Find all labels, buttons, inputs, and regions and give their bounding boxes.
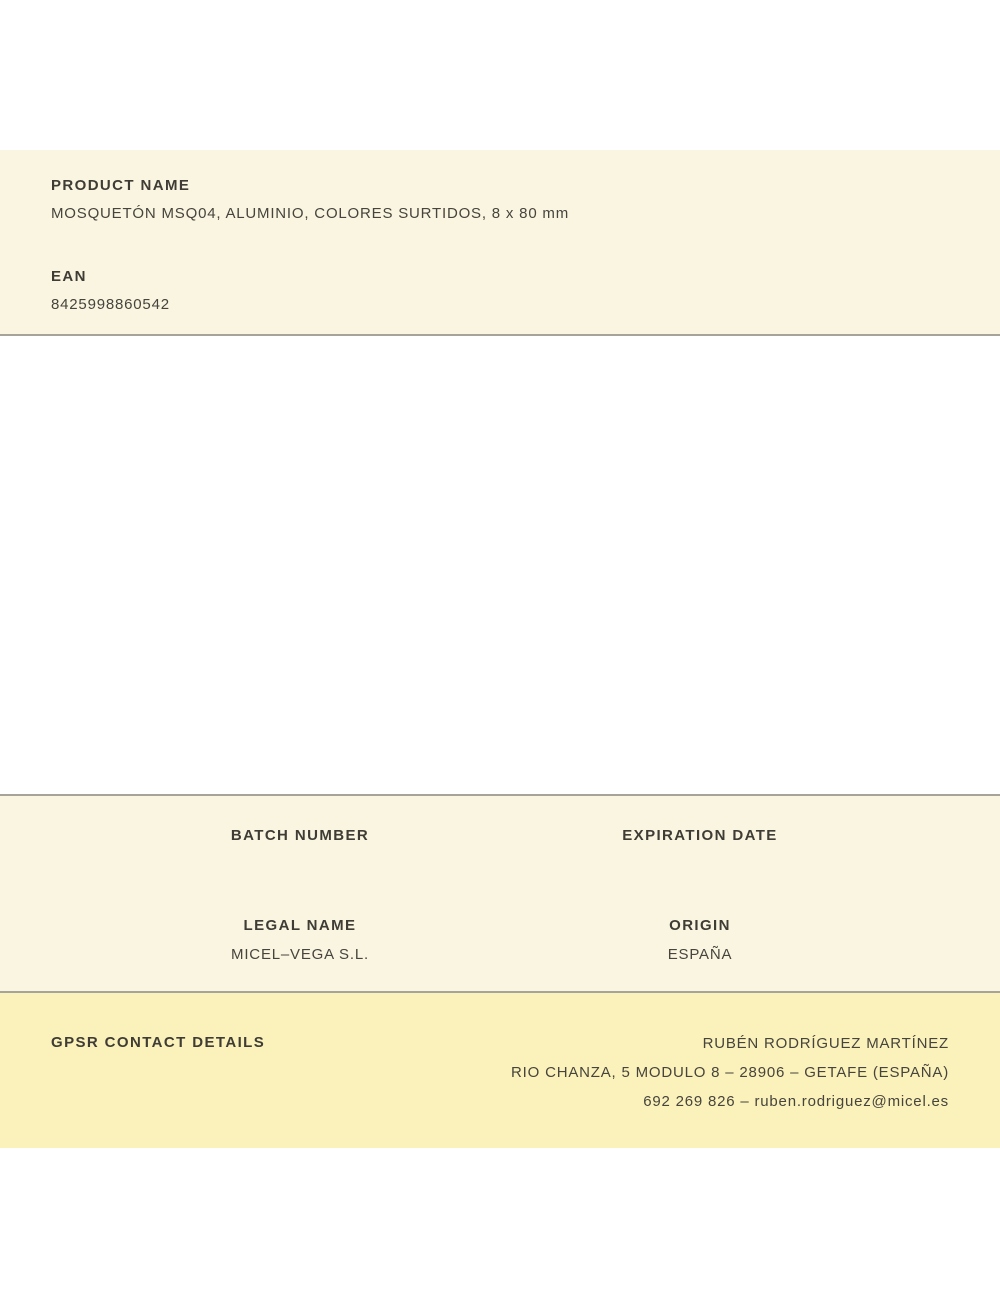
- details-section: [0, 794, 1000, 993]
- ean-field: [51, 267, 950, 315]
- legal-name-value: MICEL–VEGA S.L.: [231, 946, 369, 963]
- legal-name-label: LEGAL NAME: [243, 917, 357, 934]
- contact-phone-email: 692 269 826 – ruben.rodriguez@micel.es: [643, 1093, 949, 1110]
- expiration-date-cell: [500, 826, 900, 880]
- product-name-label: PRODUCT NAME: [51, 177, 191, 194]
- ean-label: EAN: [51, 268, 87, 285]
- expiration-date-label: EXPIRATION DATE: [622, 827, 778, 844]
- origin-label: ORIGIN: [669, 917, 731, 934]
- contact-address: RIO CHANZA, 5 MODULO 8 – 28906 – GETAFE (ESPAÑA): [511, 1064, 949, 1081]
- product-name-value: MOSQUETÓN MSQ04, ALUMINIO, COLORES SURTIDOS, 8 x 80 mm: [51, 205, 570, 222]
- batch-number-value: [100, 850, 500, 880]
- legal-name-cell: [100, 916, 500, 970]
- gpsr-contact-block: [511, 1029, 949, 1116]
- expiration-date-value: [500, 850, 900, 880]
- origin-value: ESPAÑA: [667, 946, 733, 963]
- gpsr-contact-section: [0, 993, 1000, 1148]
- details-grid: [100, 826, 900, 970]
- batch-number-label: BATCH NUMBER: [230, 827, 370, 844]
- batch-number-cell: [100, 826, 500, 880]
- gpsr-contact-label: GPSR CONTACT DETAILS: [51, 1034, 266, 1051]
- contact-name: RUBÉN RODRÍGUEZ MARTÍNEZ: [702, 1035, 949, 1052]
- product-name-field: [51, 176, 950, 224]
- product-section: [0, 150, 1000, 336]
- origin-cell: [500, 916, 900, 970]
- ean-value: 8425998860542: [51, 296, 170, 313]
